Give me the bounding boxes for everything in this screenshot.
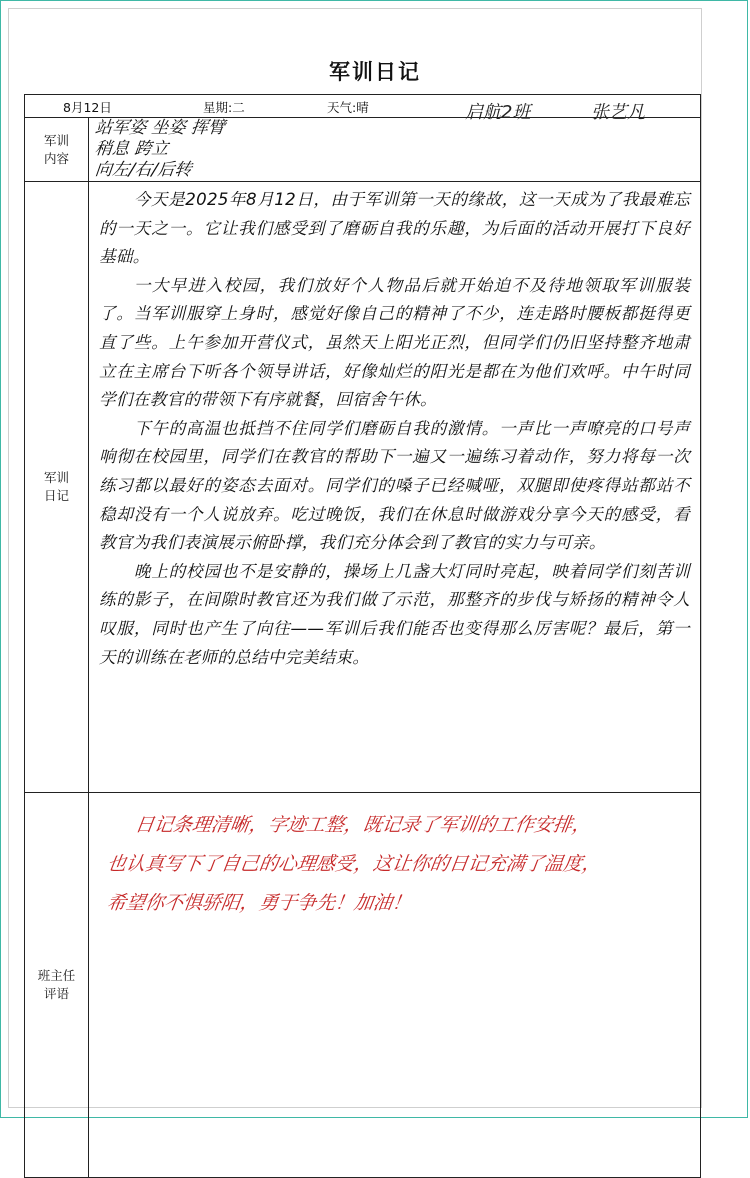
training-content-row [25, 118, 701, 182]
diary-paragraph: 晚上的校园也不是安静的，操场上几盏大灯同时亮起，映着同学们刻苦训练的影子，在间隙时教官还为我们做了示范，那整齐的步伐与矫扬的精神令人叹服，同时也产生了向往——军训后我们能否也变得那么厉害呢？最后，第一天的训练在老师的总结中完美结束。 [99, 561, 690, 667]
header-row [25, 95, 701, 118]
training-content-label-line1: 军训 [43, 132, 69, 148]
teacher-comment-label-line2: 评语 [43, 986, 69, 1001]
training-content-label-line2: 内容 [43, 150, 69, 166]
training-item: 稍息 跨立 [94, 139, 170, 159]
diary-label-line1: 军训 [43, 470, 69, 485]
training-item: 站军姿 坐姿 挥臂 [94, 118, 226, 138]
diary-cell [89, 182, 701, 793]
training-item: 向左/右/后转 [94, 160, 193, 180]
teacher-comment-label-line1: 班主任 [37, 968, 76, 983]
diary-label [25, 182, 89, 793]
comment-line: 日记条理清晰，字迹工整，既记录了军训的工作安排， [133, 814, 593, 836]
student-name: 张艺凡 [591, 102, 645, 123]
diary-paragraph: 下午的高温也抵挡不住同学们磨砺自我的激情。一声比一声嘹亮的口号声响彻在校园里，同学们在教官的帮助下一遍又一遍练习着动作，努力将每一次练习都以最好的姿态去面对。同学们的嗓子已经喊哑，双腿即使疼得站都站不稳却没有一个人说放弃。吃过晚饭，我们在休息时做游戏分享今天的感受，看教官为我们表演展示俯卧撑，我们充分体会到了教官的实力与可亲。 [99, 418, 690, 553]
weekday-field: 星期:二 [203, 100, 245, 115]
training-content-label [25, 118, 89, 182]
header-cell [25, 95, 700, 123]
training-content-cell [89, 118, 701, 182]
diary-table [24, 94, 701, 1178]
date-field: 8月12日 [63, 100, 112, 115]
diary-paragraph: 一大早进入校园，我们放好个人物品后就开始迫不及待地领取军训服装了。当军训服穿上身时，感觉好像自己的精神了不少，连走路时腰板都挺得更直了些。上午参加开营仪式，虽然天上阳光正烈，但同学们仍旧坚持整齐地肃立在主席台下听各个领导讲话，好像灿烂的阳光是都在为他们欢呼。中午时同学们在教官的带领下有序就餐，回宿舍午休。 [99, 275, 690, 410]
comment-line: 希望你不惧骄阳，勇于争先！加油！ [105, 892, 413, 914]
diary-row [25, 182, 701, 793]
diary-label-line2: 日记 [43, 488, 69, 503]
diary-paragraph: 今天是2025年8月12日，由于军训第一天的缘故，这一天成为了我最难忘的一天之一。它让我们感受到了磨砺自我的乐趣，为后面的活动开展打下良好基础。 [99, 190, 690, 267]
weather-field: 天气:晴 [327, 100, 369, 115]
comment-line: 也认真写下了自己的心理感受，这让你的日记充满了温度， [105, 853, 603, 875]
class-name: 启航2班 [465, 102, 531, 123]
page-title: 军训日记 [329, 60, 421, 84]
